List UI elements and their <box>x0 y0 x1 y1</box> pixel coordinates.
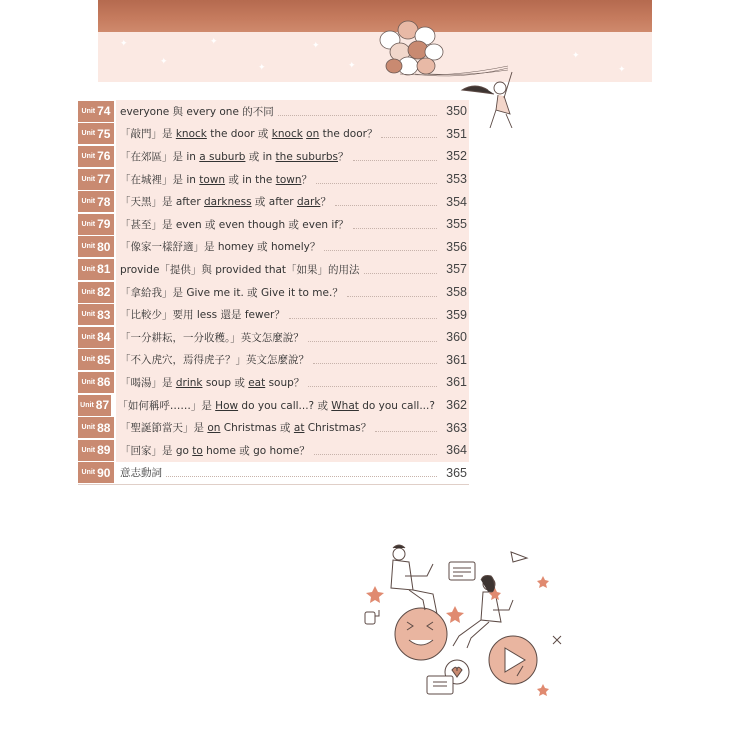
page-number: 358 <box>446 285 467 300</box>
unit-number: 83 <box>97 307 111 322</box>
page-number: 350 <box>446 104 467 119</box>
unit-number: 86 <box>97 375 111 390</box>
unit-word: Unit <box>81 378 96 386</box>
page-number: 352 <box>446 149 467 164</box>
unit-tab <box>78 462 114 483</box>
unit-tab <box>78 417 114 438</box>
unit-tab <box>78 101 114 122</box>
toc-title: 「甚至」是 even 或 even though 或 even if？ <box>120 218 349 231</box>
toc-row[interactable] <box>78 168 469 191</box>
unit-tab <box>78 214 114 235</box>
toc-title: 意志動詞 <box>120 467 162 480</box>
unit-tab <box>78 236 114 257</box>
table-of-contents <box>78 100 469 484</box>
unit-word: Unit <box>81 288 96 296</box>
toc-title: 「拿給我」是 Give me it. 或 Give it to me.？ <box>120 286 343 299</box>
dot-leader <box>308 341 437 342</box>
unit-tab <box>78 191 114 212</box>
toc-title: provide「提供」與 provided that「如果」的用法 <box>120 263 360 276</box>
toc-title: 「敲門」是 knock the door 或 knock on the door？ <box>120 128 378 141</box>
unit-tab <box>78 349 114 370</box>
toc-title: 「喝湯」是 drink soup 或 eat soup？ <box>120 376 305 389</box>
dot-leader <box>166 476 437 477</box>
unit-word: Unit <box>81 356 96 364</box>
dot-leader <box>289 318 437 319</box>
page-number: 359 <box>446 307 467 322</box>
unit-tab <box>78 395 111 416</box>
toc-title: 「如何稱呼……」是 How do you call...? 或 What do you call...? <box>117 399 435 412</box>
unit-number: 77 <box>97 172 111 187</box>
dot-leader <box>335 205 437 206</box>
dot-leader <box>308 386 437 387</box>
toc-row[interactable] <box>78 281 469 304</box>
dot-leader <box>375 431 437 432</box>
toc-row[interactable] <box>78 349 469 372</box>
unit-number: 81 <box>97 262 111 277</box>
toc-row[interactable] <box>78 213 469 236</box>
unit-word: Unit <box>81 243 96 251</box>
sparkle-icon: ✦ <box>120 39 128 49</box>
unit-number: 90 <box>97 465 111 480</box>
toc-row[interactable] <box>78 371 469 394</box>
toc-row[interactable] <box>78 416 469 439</box>
unit-word: Unit <box>81 469 96 477</box>
toc-title: 「像家一樣舒適」是 homey 或 homely？ <box>120 241 321 254</box>
sparkle-icon: ✦ <box>348 61 356 71</box>
unit-number: 82 <box>97 285 111 300</box>
unit-word: Unit <box>81 265 96 273</box>
page-number: 354 <box>446 194 467 209</box>
toc-title: 「在郊區」是 in a suburb 或 in the suburbs？ <box>120 150 349 163</box>
page-number: 360 <box>446 330 467 345</box>
unit-number: 76 <box>97 149 111 164</box>
toc-row[interactable] <box>78 258 469 281</box>
unit-tab <box>78 304 114 325</box>
unit-number: 87 <box>95 398 110 413</box>
sparkle-icon: ✦ <box>572 51 580 61</box>
unit-number: 84 <box>97 330 111 345</box>
unit-word: Unit <box>81 107 96 115</box>
unit-tab <box>78 169 114 190</box>
unit-tab <box>78 123 114 144</box>
unit-word: Unit <box>81 198 96 206</box>
unit-tab <box>78 440 114 461</box>
sparkle-icon: ✦ <box>618 65 626 75</box>
toc-row[interactable] <box>78 236 469 259</box>
page-number: 361 <box>446 375 467 390</box>
toc-row[interactable] <box>78 394 469 417</box>
unit-word: Unit <box>81 220 96 228</box>
unit-word: Unit <box>81 130 96 138</box>
toc-title: 「聖誕節當天」是 on Christmas 或 at Christmas？ <box>120 422 372 435</box>
sparkle-icon: ✦ <box>160 57 168 67</box>
unit-word: Unit <box>81 424 96 432</box>
toc-row[interactable] <box>78 145 469 168</box>
unit-tab <box>78 372 114 393</box>
toc-title: 「回家」是 go to home 或 go home？ <box>120 444 310 457</box>
page-number: 353 <box>446 172 467 187</box>
unit-word: Unit <box>81 152 96 160</box>
toc-row[interactable] <box>78 190 469 213</box>
dot-leader <box>353 228 437 229</box>
unit-word: Unit <box>81 311 96 319</box>
unit-number: 74 <box>97 104 111 119</box>
toc-title: 「不入虎穴，焉得虎子？」英文怎麼說？ <box>120 354 309 367</box>
page-number: 361 <box>446 352 467 367</box>
dot-leader <box>278 115 437 116</box>
dot-leader <box>313 363 437 364</box>
page-number: 356 <box>446 239 467 254</box>
unit-number: 79 <box>97 217 111 232</box>
toc-title: 「天黑」是 after darkness 或 after dark？ <box>120 196 331 209</box>
sparkle-icon: ✦ <box>210 37 218 47</box>
unit-number: 75 <box>97 126 111 141</box>
unit-word: Unit <box>81 446 96 454</box>
page-number: 355 <box>446 217 467 232</box>
toc-title: 「比較少」要用 less 還是 fewer？ <box>120 309 285 322</box>
toc-row[interactable] <box>78 303 469 326</box>
page-number: 351 <box>446 126 467 141</box>
dot-leader <box>324 250 437 251</box>
page-number: 363 <box>446 420 467 435</box>
dot-leader <box>364 273 437 274</box>
unit-word: Unit <box>80 401 94 409</box>
sparkle-icon: ✦ <box>258 63 266 73</box>
toc-title: 「在城裡」是 in town 或 in the town？ <box>120 173 312 186</box>
dot-leader <box>347 296 437 297</box>
dot-leader <box>314 454 437 455</box>
page-number: 364 <box>446 443 467 458</box>
unit-number: 89 <box>97 443 111 458</box>
toc-row[interactable] <box>78 439 469 462</box>
unit-tab <box>78 146 114 167</box>
unit-tab <box>78 327 114 348</box>
page-number: 357 <box>446 262 467 277</box>
sparkle-icon: ✦ <box>312 41 320 51</box>
divider <box>78 484 469 485</box>
unit-word: Unit <box>81 175 96 183</box>
unit-number: 80 <box>97 239 111 254</box>
unit-number: 88 <box>97 420 111 435</box>
page-number: 365 <box>446 465 467 480</box>
toc-row[interactable] <box>78 462 469 485</box>
row-background <box>116 462 469 485</box>
unit-number: 85 <box>97 352 111 367</box>
dot-leader <box>316 183 437 184</box>
toc-row[interactable] <box>78 123 469 146</box>
unit-tab <box>78 259 114 280</box>
laptop-people-illustration <box>363 540 573 700</box>
unit-tab <box>78 282 114 303</box>
toc-row[interactable] <box>78 326 469 349</box>
unit-word: Unit <box>81 333 96 341</box>
toc-title: 「一分耕耘，一分收穫。」英文怎麼說？ <box>120 331 304 344</box>
toc-row[interactable] <box>78 100 469 123</box>
dot-leader <box>353 160 437 161</box>
toc-title: everyone 與 every one 的不同 <box>120 105 274 118</box>
unit-number: 78 <box>97 194 111 209</box>
dot-leader <box>381 137 437 138</box>
page-number: 362 <box>446 398 467 413</box>
